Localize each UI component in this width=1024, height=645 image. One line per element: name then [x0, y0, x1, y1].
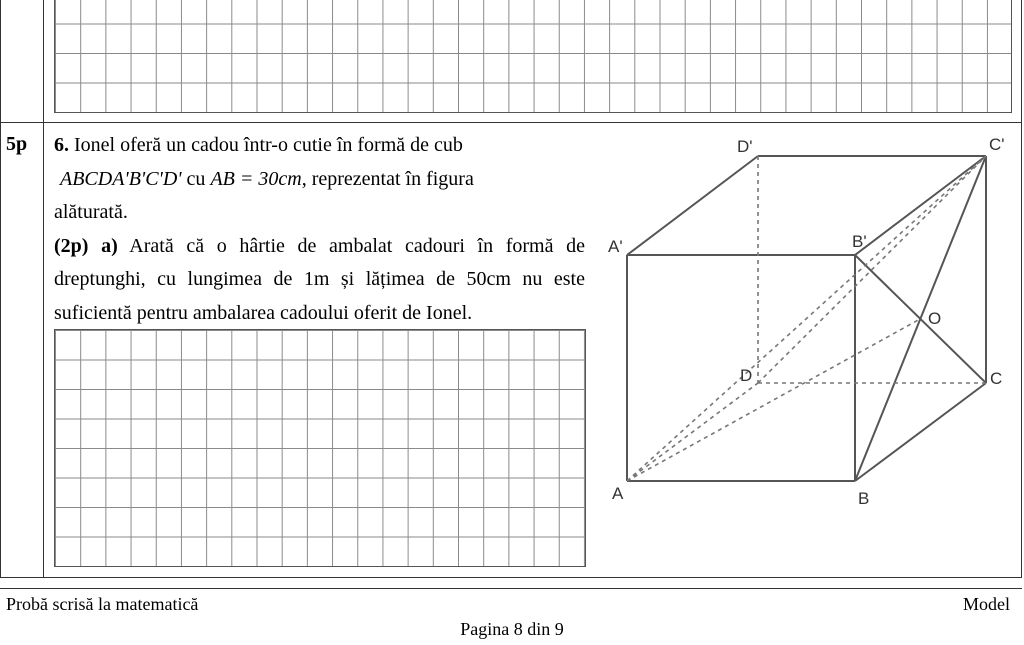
- part-label: a): [101, 234, 118, 257]
- frame-right-border: [1021, 0, 1022, 578]
- edge-length: AB = 30cm: [210, 167, 302, 190]
- answer-grid-part-a[interactable]: [54, 329, 586, 567]
- cube-figure: [595, 130, 1020, 515]
- frame-bottom-border: [0, 577, 1022, 578]
- footer-exam-title: Probă scrisă la matematică: [6, 594, 199, 614]
- label-B: B: [858, 489, 870, 508]
- row-divider: [0, 122, 1022, 123]
- label-D1: D': [737, 137, 753, 156]
- answer-grid-previous[interactable]: [54, 0, 1012, 113]
- label-O: O: [928, 309, 942, 328]
- problem-number: 6.: [54, 134, 69, 156]
- frame-left-border: [0, 0, 1, 578]
- label-D: D: [740, 366, 753, 385]
- footer-rule: [0, 588, 1022, 589]
- footer-page-number: Pagina 8 din 9: [460, 619, 564, 639]
- points-column-border: [43, 0, 44, 578]
- intro-end: , reprezentat în figura: [301, 167, 474, 190]
- footer-model-label: Model: [963, 594, 1010, 614]
- points-label: 5p: [6, 133, 28, 155]
- part-points: (2p): [54, 234, 89, 257]
- hidden-segment-AO: [627, 319, 920, 481]
- label-C: C: [990, 369, 1003, 388]
- edge-A1D1: [627, 156, 758, 255]
- label-A1: A': [608, 237, 623, 256]
- label-B1: B': [852, 232, 867, 251]
- cube-name: ABCDA'B'C'D': [60, 167, 182, 190]
- label-C1: C': [989, 135, 1005, 154]
- problem-intro: Ionel oferă un cadou într-o cutie în formă de cub: [69, 134, 463, 156]
- intro-end-2: alăturată.: [54, 201, 128, 223]
- problem-text: [54, 129, 585, 330]
- part-a-text: Arată că o hârtie de ambalat cadouri în formă de dreptunghi, cu lungimea de 1m și lățimea de 50cm nu este suficientă pentru ambalarea cadoului oferit de Ionel.: [54, 234, 586, 324]
- cu-word: cu: [181, 167, 211, 190]
- label-A: A: [612, 484, 624, 503]
- hidden-edge-AD: [627, 383, 758, 481]
